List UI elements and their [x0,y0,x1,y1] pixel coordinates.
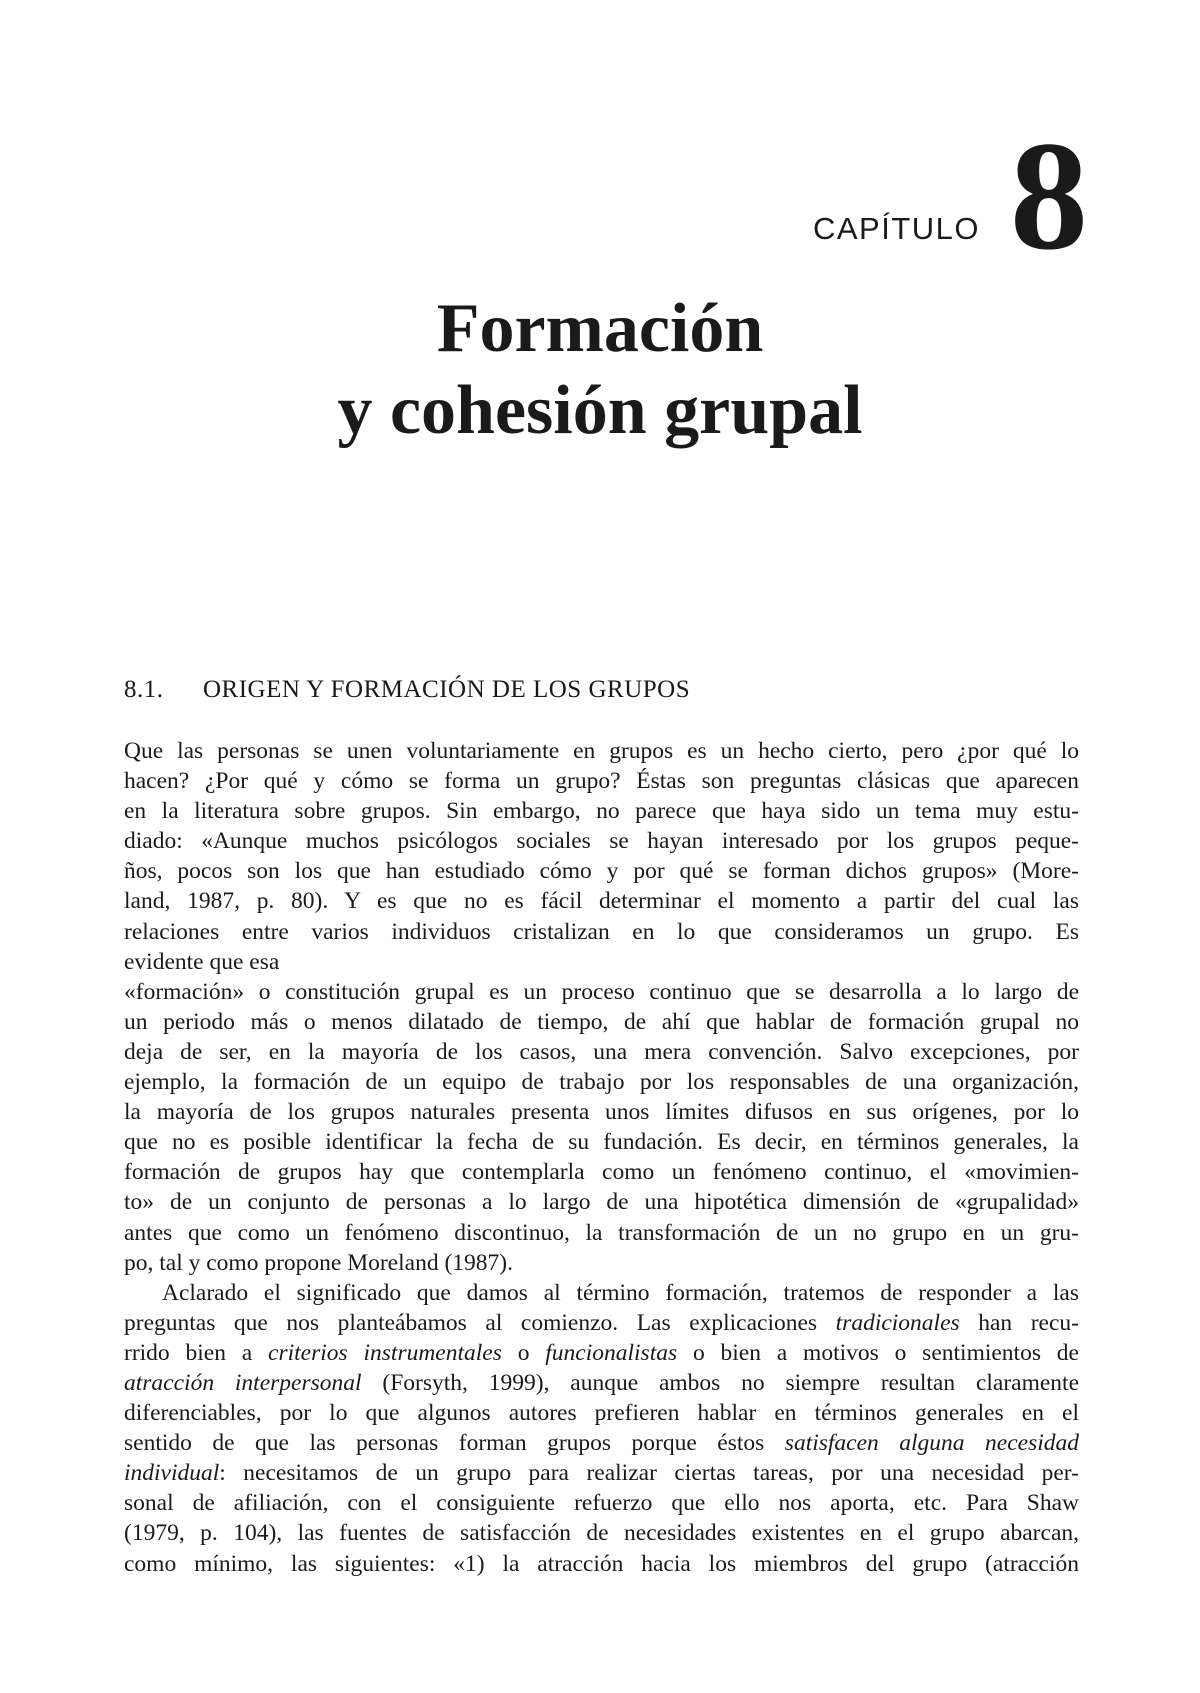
text-segment: : necesitamos de un grupo para realizar ciertas tareas, por una necesidad per- [219,1460,1079,1487]
text-segment: han recu- [959,1309,1079,1336]
text-segment: o bien a motivos o sentimientos de [677,1339,1079,1366]
text-line [124,1278,1079,1308]
text-segment: o [501,1339,546,1366]
text-segment: to» de un conjunto de personas a lo largo de una hipotética dimensión de «grupalidad» [124,1189,1079,1216]
text-line [124,1127,1079,1157]
text-segment: (1979, p. 104), las fuentes de satisfacción de necesidades existentes en el grupo abarcan, [124,1520,1079,1547]
text-line [124,1338,1079,1368]
text-line [124,766,1079,796]
text-segment: como mínimo, las siguientes: «1) la atracción hacia los miembros del grupo (atracción [124,1550,1079,1577]
text-line [124,856,1079,886]
text-line [124,736,1079,766]
text-line [124,1007,1079,1037]
text-segment: evidente que esa [124,948,280,975]
section-title: ORIGEN Y FORMACIÓN DE LOS GRUPOS [203,676,691,703]
text-segment: Aclarado el significado que damos al término formación, tratemos de responder a las [162,1279,1079,1306]
chapter-title-line-2: y cohesión grupal [337,372,863,449]
italic-text-segment: tradicionales [835,1309,960,1336]
text-line [124,1157,1079,1187]
text-line [124,886,1079,916]
text-segment: antes que como un fenómeno discontinuo, la transformación de un no grupo en un gru- [124,1219,1079,1246]
chapter-number: 8 [1010,109,1088,282]
text-segment: (Forsyth, 1999), aunque ambos no siempre resultan claramente [361,1369,1080,1396]
body-text [124,736,1079,1579]
italic-text-segment: criterios instrumentales [268,1339,502,1366]
text-segment: en la literatura sobre grupos. Sin embargo, no parece que haya sido un tema muy estu- [124,798,1079,825]
text-segment: preguntas que nos planteábamos al comienzo. Las explicaciones [124,1309,836,1336]
text-line [124,1428,1079,1458]
text-line [124,1518,1079,1548]
text-line [124,1398,1079,1428]
text-segment: sonal de afiliación, con el consiguiente refuerzo que ello nos aporta, etc. Para Shaw [124,1490,1079,1517]
section-number: 8.1. [124,676,164,703]
text-line [124,796,1079,826]
text-segment: ejemplo, la formación de un equipo de trabajo por los responsables de una organización, [124,1069,1079,1096]
text-line [124,1248,1079,1278]
text-segment: la mayoría de los grupos naturales presenta unos límites difusos en sus orígenes, por lo [124,1099,1079,1126]
text-segment: rrido bien a [124,1339,269,1366]
section-heading [124,676,690,704]
text-line [124,917,1079,947]
chapter-heading [812,109,1088,282]
text-line [124,826,1079,856]
text-line [124,1187,1079,1217]
text-line [124,977,1079,1007]
text-segment: deja de ser, en la mayoría de los casos, una mera convención. Salvo excepciones, por [124,1038,1079,1065]
text-line [124,1488,1079,1518]
italic-text-segment: satisfacen alguna necesidad [784,1430,1080,1457]
italic-text-segment: atracción interpersonal [124,1369,362,1396]
text-line [124,1368,1079,1398]
text-segment: formación de grupos hay que contemplarla como un fenómeno continuo, el «movimien- [124,1159,1079,1186]
text-line [124,1458,1079,1488]
text-segment: que no es posible identificar la fecha de su fundación. Es decir, en términos generales, la [124,1129,1079,1156]
text-segment: land, 1987, p. 80). Y es que no es fácil determinar el momento a partir del cual las [124,888,1079,915]
chapter-title [0,288,1200,452]
text-segment: hacen? ¿Por qué y cómo se forma un grupo? Éstas son preguntas clásicas que aparecen [124,768,1079,795]
italic-text-segment: individual [124,1460,220,1487]
italic-text-segment: funcionalistas [545,1339,678,1366]
text-segment: po, tal y como propone Moreland (1987). [124,1249,513,1276]
text-segment: sentido de que las personas forman grupos porque éstos [124,1430,785,1457]
text-segment: Que las personas se unen voluntariamente en grupos es un hecho cierto, pero ¿por qué lo [124,738,1079,764]
text-line [124,1549,1079,1579]
text-segment: ños, pocos son los que han estudiado cómo y por qué se forman dichos grupos» (More- [124,858,1079,885]
text-line [124,1218,1079,1248]
text-line [124,1308,1079,1338]
chapter-title-line-1: Formación [436,290,764,367]
text-segment: relaciones entre varios individuos cristalizan en lo que consideramos un grupo. Es [124,918,1079,945]
text-line [124,1067,1079,1097]
text-segment: un periodo más o menos dilatado de tiempo, de ahí que hablar de formación grupal no [124,1008,1079,1035]
text-segment: diferenciables, por lo que algunos autores prefieren hablar en términos generales en el [124,1400,1079,1427]
text-segment: «formación» o constitución grupal es un proceso continuo que se desarrolla a lo largo de [124,978,1079,1005]
text-line [124,947,1079,977]
text-segment: diado: «Aunque muchos psicólogos sociales se hayan interesado por los grupos peque- [124,828,1079,855]
text-line [124,1037,1079,1067]
text-line [124,1097,1079,1127]
chapter-label: CAPÍTULO [812,211,980,246]
